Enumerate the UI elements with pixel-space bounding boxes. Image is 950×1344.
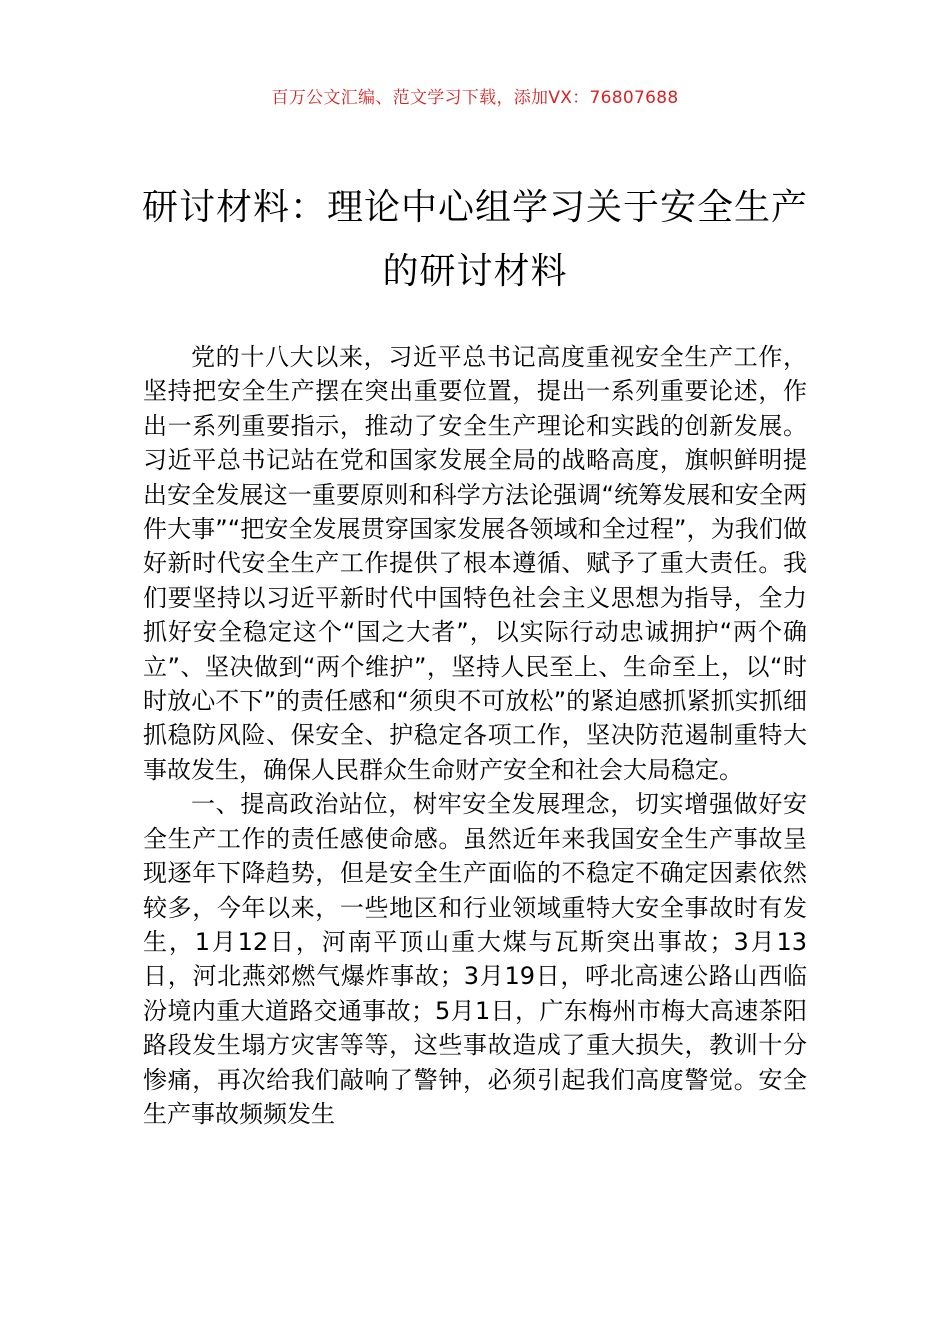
- header-note: 百万公文汇编、范文学习下载，添加VX：76807688: [271, 88, 679, 108]
- paragraph: 党的十八大以来，习近平总书记高度重视安全生产工作，坚持把安全生产摆在突出重要位置，提出一系列重要论述，作出一系列重要指示，推动了安全生产理论和实践的创新发展。习近平总书记站在党和国家发展全局的战略高度，旗帜鲜明提出安全发展这一重要原则和科学方法论强调“统筹发展和安全两件大事”“把安全发展贯穿国家发展各领域和全过程”，为我们做好新时代安全生产工作提供了根本遵循、赋予了重大责任。我们要坚持以习近平新时代中国特色社会主义思想为指导，全力抓好安全稳定这个“国之大者”，以实际行动忠诚拥护“两个确立”、坚决做到“两个维护”，坚持人民至上、生命至上，以“时时放心不下”的责任感和“须臾不可放松”的紧迫感抓紧抓实抓细抓稳防风险、保安全、护稳定各项工作，坚决防范遏制重特大事故发生，确保人民群众生命财产安全和社会大局稳定。: [143, 343, 807, 784]
- document-body: [143, 340, 807, 1131]
- document-title: 研讨材料：理论中心组学习关于安全生产的研讨材料: [141, 187, 808, 292]
- paragraph: 一、提高政治站位，树牢安全发展理念，切实增强做好安全生产工作的责任感使命感。虽然近年来我国安全生产事故呈现逐年下降趋势，但是安全生产面临的不稳定不确定因素依然较多，今年以来，一些地区和行业领域重特大安全事故时有发生，1月12日，河南平顶山重大煤与瓦斯突出事故；3月13日，河北燕郊燃气爆炸事故；3月19日，呼北高速公路山西临汾境内重大道路交通事故；5月1日，广东梅州市梅大高速茶阳路段发生塌方灾害等等，这些事故造成了重大损失，教训十分惨痛，再次给我们敲响了警钟，必须引起我们高度警觉。安全生产事故频频发生: [143, 790, 807, 1128]
